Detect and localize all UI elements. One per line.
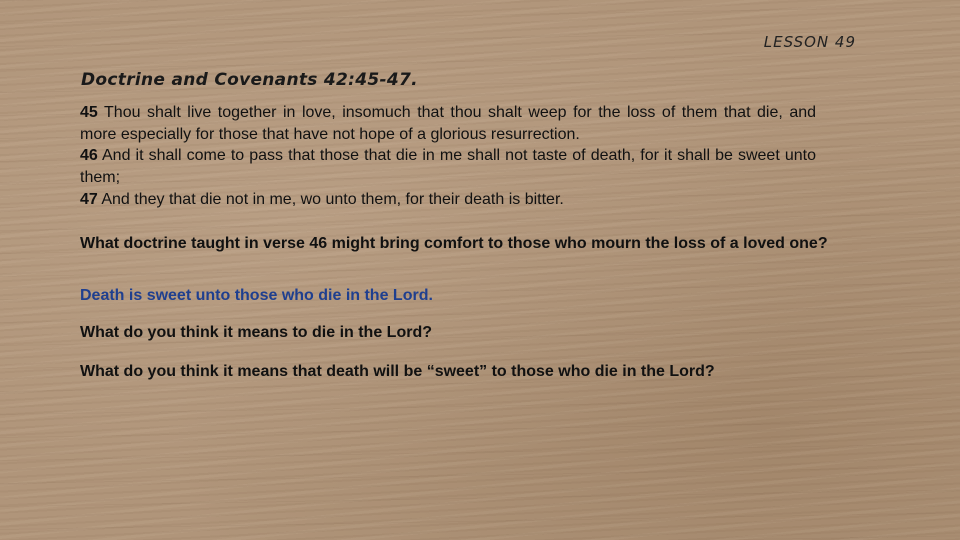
answer-1: Death is sweet unto those who die in the Lord. <box>80 287 433 304</box>
scripture-passage <box>80 102 816 211</box>
verse-text: Thou shalt live together in love, insomuch that thou shalt weep for the loss of them that die, and more especially for those that have not hope of a glorious resurrection. <box>80 104 817 143</box>
verse-47 <box>80 189 816 211</box>
scripture-reference-title: Doctrine and Covenants 42:45-47. <box>81 70 418 90</box>
question-2: What do you think it means to die in the Lord? <box>80 324 432 341</box>
verse-45 <box>80 102 816 145</box>
question-3: What do you think it means that death will be “sweet” to those who die in the Lord? <box>80 363 715 380</box>
verse-number: 47 <box>80 190 98 208</box>
question-1: What doctrine taught in verse 46 might bring comfort to those who mourn the loss of a loved one? <box>80 235 828 252</box>
verse-text: And they that die not in me, wo unto them, for their death is bitter. <box>101 190 564 208</box>
verse-46 <box>80 145 816 188</box>
verse-number: 45 <box>80 104 98 121</box>
lesson-label: LESSON 49 <box>763 33 856 51</box>
verse-number: 46 <box>80 147 98 165</box>
verse-text: And it shall come to pass that those that die in me shall not taste of death, for it shall be sweet unto them; <box>80 147 816 187</box>
